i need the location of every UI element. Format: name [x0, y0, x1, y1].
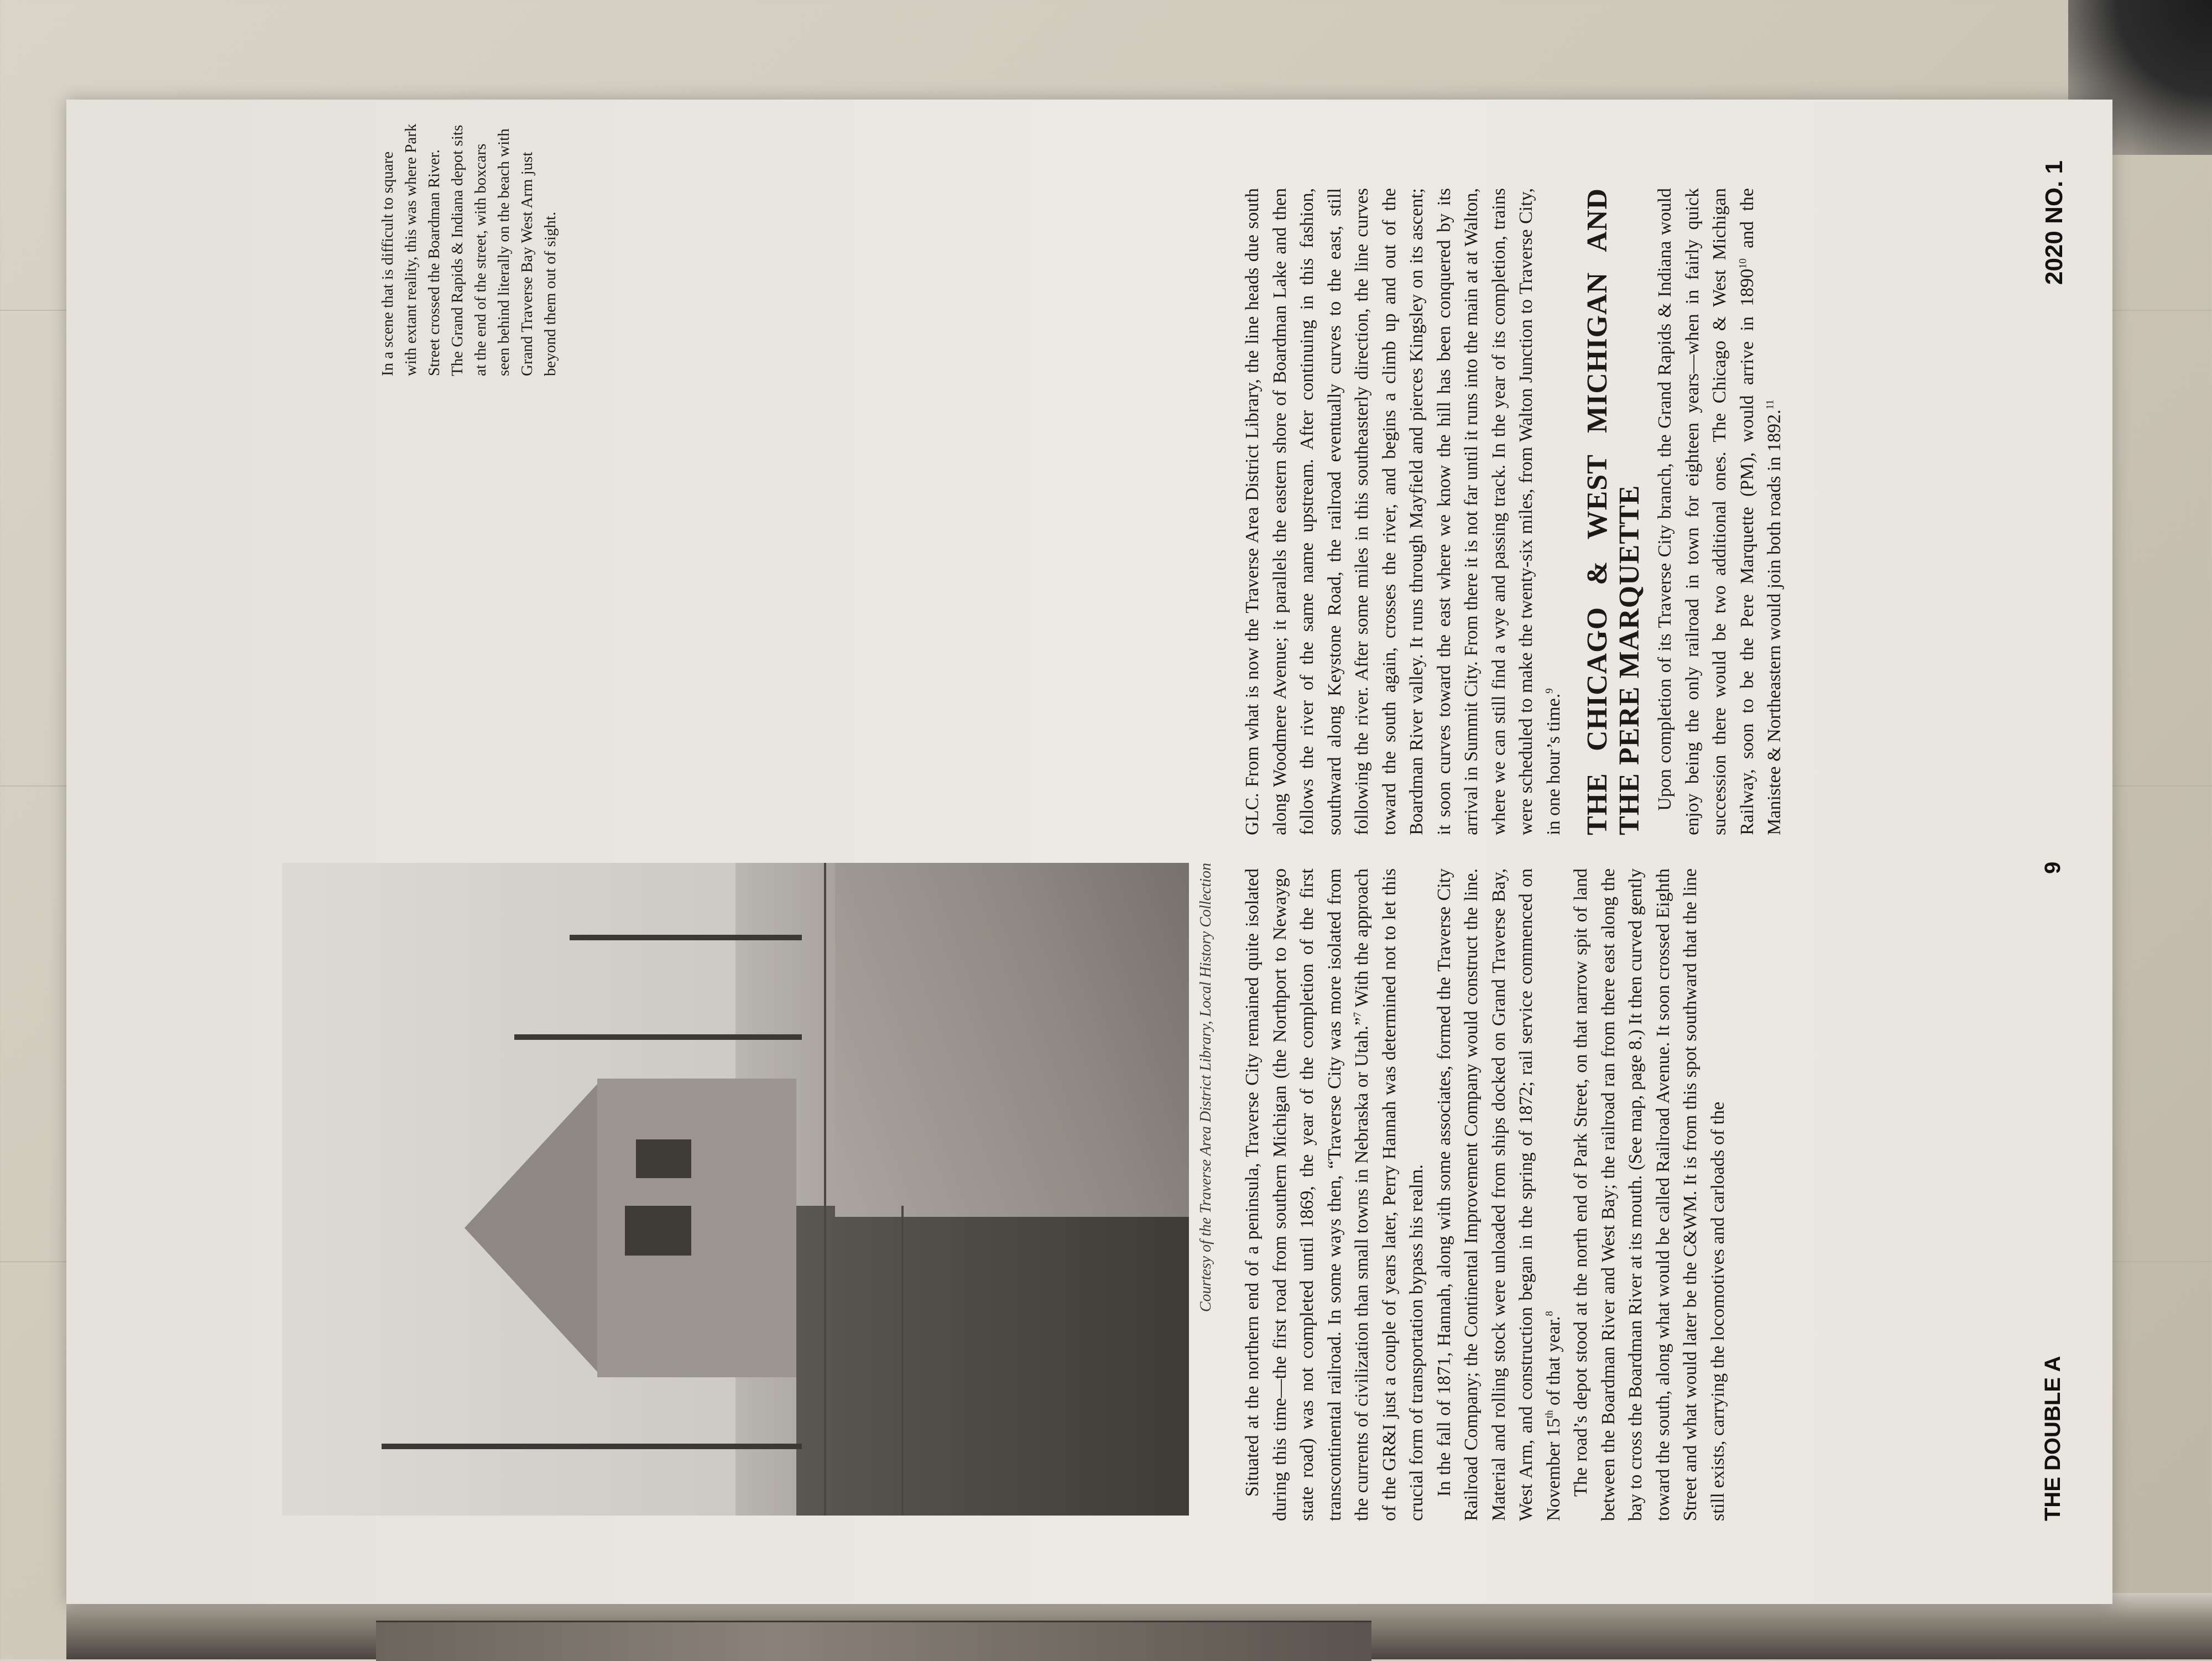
- photo-credit: Courtesy of the Traverse Area District Library, Local History Collection: [1197, 863, 1214, 1312]
- paragraph: [1239, 188, 1567, 835]
- facing-page-photo: [376, 1621, 1371, 1661]
- utility-pole: [570, 935, 802, 940]
- footnote-ref: 8: [1543, 1311, 1556, 1316]
- railing: [901, 1206, 904, 1516]
- paragraph: [1651, 188, 1788, 835]
- text-column-right: [1239, 188, 1788, 835]
- historic-photograph: [282, 863, 1189, 1516]
- paragraph-text: With the approach of the GR&I just a couple of years later, Perry Hannah was determined not to let this crucial form of transportation bypass his realm.: [1352, 868, 1427, 1521]
- utility-pole: [382, 1444, 802, 1449]
- issue-label: 2020 NO. 1: [2041, 160, 2068, 285]
- photo-caption: [376, 122, 719, 376]
- paragraph-text: and the Manistee & Northeastern would join both roads in 1892.: [1736, 188, 1785, 835]
- ordinal-suffix: th: [1543, 1410, 1556, 1418]
- depot-roof: [465, 1084, 597, 1372]
- depot-window: [625, 1206, 691, 1256]
- depot-window: [636, 1139, 691, 1178]
- section-heading: THE CHICAGO & WEST MICHIGAN AND THE PERE MARQUETTE: [1582, 188, 1645, 835]
- page-number: 9: [2041, 861, 2065, 874]
- text-column-left: [1239, 868, 1731, 1521]
- paragraph-text: Upon completion of its Traverse City branch, the Grand Rapids & Indiana would enjoy being the only railroad in town for eighteen years—when in fairly quick succession there would be two additional ones. The Chicago & West Michigan Railway, soon to be the Pere Marquette (PM), would arrive in 1890: [1655, 188, 1757, 835]
- paragraph-text: The road’s depot stood at the north end of Park Street, on that narrow spit of land between the Boardman River and West Bay; the railroad ran from there east along the bay to cross the Boardman River at its mouth. (See map, page 8.) It then curved gently toward the south, along what would be called Railroad Avenue. It soon crossed Eighth Street and what would later be the C&WM. It is from this spot southward that the line still exists, carrying the locomotives and carloads of the: [1571, 868, 1728, 1521]
- footnote-ref: 11: [1764, 399, 1776, 410]
- publication-name: THE DOUBLE A: [2041, 1356, 2065, 1521]
- paragraph-text: of that year.: [1543, 1316, 1564, 1410]
- railing: [824, 863, 826, 1516]
- page-content: [66, 100, 2112, 1604]
- magazine-page: [66, 100, 2112, 1604]
- paragraph: [1431, 868, 1568, 1521]
- paragraph: [1567, 868, 1731, 1521]
- footnote-ref: 10: [1737, 258, 1749, 269]
- paragraph: [1239, 868, 1431, 1521]
- footnote-ref: 7: [1352, 1012, 1364, 1018]
- bridge-structure: [796, 1206, 1189, 1516]
- utility-pole: [514, 1034, 802, 1040]
- footnote-ref: 9: [1543, 688, 1556, 694]
- paragraph-text: Situated at the northern end of a peninsula, Traverse City remained quite isolated during this time—the first road from southern Michigan (the Northport to Newaygo state road) was not completed until 1869, the year of the completion of the first transcontinental railroad. In some ways then, “Traverse City was more isolated from the currents of civilization than small towns in Nebraska or Utah.”: [1242, 868, 1372, 1521]
- paragraph-text: In the fall of 1871, Hannah, along with some associates, formed the Traverse City Railroad Company; the Continental Improvement Company would construct the line. Material and rolling stock were unloaded from ships docked on Grand Traverse Bay, West Arm, and construction began in the spring of 1872; rail service commenced on November 15: [1433, 868, 1564, 1521]
- street-road: [835, 863, 1189, 1217]
- paragraph-text: GLC. From what is now the Traverse Area District Library, the line heads due south along Woodmere Avenue; it parallels the eastern shore of Boardman Lake and then follows the river of the same name upstream. After continuing in this fashion, southward along Keystone Road, the railroad eventually curves to the east, still following the river. After some miles in this southeasterly direction, the line curves toward the south again, crosses the river, and begins a climb up and out of the Boardman River valley. It runs through Mayfield and pierces Kingsley on its ascent; it soon curves toward the east where we know the hill has been conquered by its arrival in Summit City. From there it is not far until it runs into the main at at Walton, where we can still find a wye and passing track. In the year of its completion, trains were scheduled to make the twenty-six miles, from Walton Junction to Traverse City, in one hour’s time.: [1242, 188, 1564, 835]
- caption-text: In a scene that is difficult to square with extant reality, this was where Park Street crossed the Boardman River. The Grand Rapids & Indiana depot sits at the end of the street, with boxcars seen behind literally on the beach with Grand Traverse Bay West Arm just beyond them out of sight.: [379, 123, 559, 376]
